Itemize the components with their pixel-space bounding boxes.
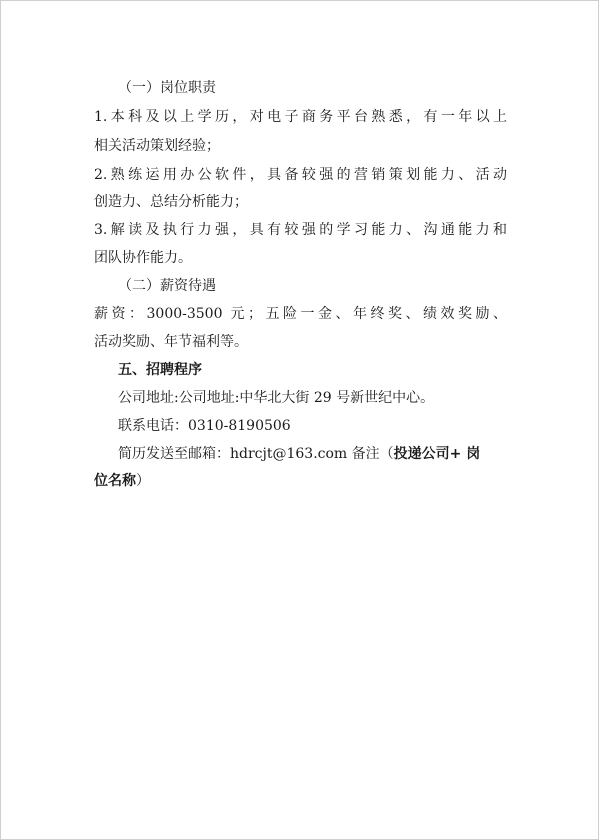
duty-item-2-line-2: 创造力、总结分析能力； — [94, 194, 248, 210]
email-line-1 — [118, 444, 480, 464]
duty-item-1-line-1: 1.本科及以上学历，对电子商务平台熟悉，有一年以上 — [94, 109, 507, 125]
section-heading-process: 五、招聘程序 — [118, 362, 202, 378]
duty-item-3-line-2: 团队协作能力。 — [94, 250, 192, 266]
duty-item-3-line-1: 3.解读及执行力强，具有较强的学习能力、沟通能力和 — [94, 222, 507, 238]
email-line-2-tail: ） — [136, 473, 150, 489]
salary-line-2: 活动奖励、年节福利等。 — [94, 334, 248, 350]
duty-item-2-line-1: 2.熟练运用办公软件，具备较强的营销策划能力、活动 — [94, 167, 507, 183]
section-heading-salary: （二）薪资待遇 — [118, 278, 216, 294]
email-line-2-bold: 位名称 — [94, 473, 136, 489]
section-heading-duties: （一）岗位职责 — [118, 80, 216, 96]
duty-item-1-line-2: 相关活动策划经验； — [94, 138, 220, 154]
email-prefix: 简历发送至邮箱：hdrcjt@163.com 备注（ — [118, 446, 394, 462]
email-note-bold: 投递公司+ 岗 — [393, 446, 481, 462]
email-line-2 — [94, 471, 150, 491]
company-address: 公司地址:公司地址:中华北大街 29 号新世纪中心。 — [118, 390, 435, 406]
contact-phone: 联系电话：0310-8190506 — [118, 418, 291, 434]
salary-line-1: 薪资：3000-3500 元；五险一金、年终奖、绩效奖励、 — [94, 306, 507, 322]
